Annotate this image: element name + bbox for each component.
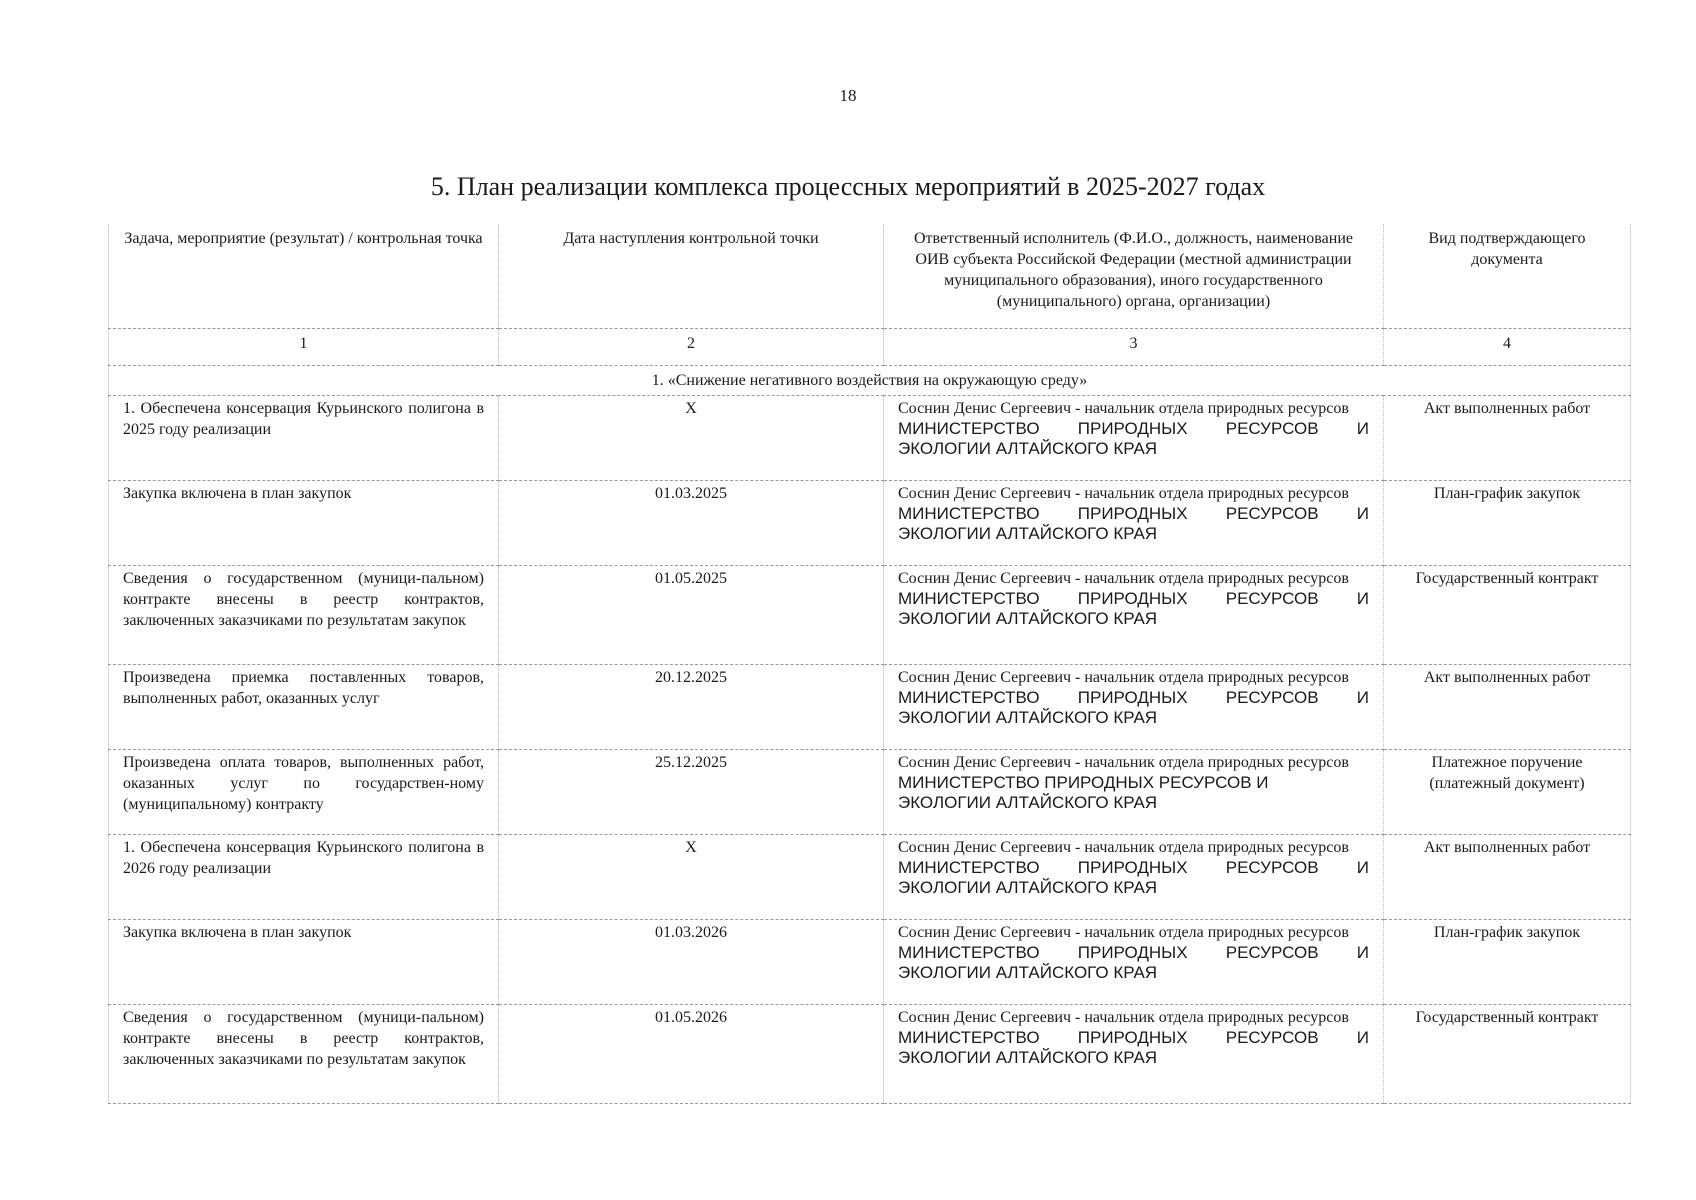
responsible-person: Соснин Денис Сергеевич - начальник отдела природных ресурсов: [898, 839, 1349, 856]
page-title: 5. План реализации комплекса процессных мероприятий в 2025-2027 годах: [430, 172, 1266, 201]
column-number-row: [109, 329, 1631, 366]
header-responsible: Ответственный исполнитель (Ф.И.О., должность, наименование ОИВ субъекта Российской Федерации (местной администрации муниципального образования), иного государственного (муниципального) органа, организации): [884, 224, 1384, 329]
organization-line-1: МИНИСТЕРСТВО ПРИРОДНЫХ РЕСУРСОВ И: [898, 1028, 1369, 1047]
date-cell: 25.12.2025: [499, 750, 884, 835]
column-number: 3: [884, 329, 1384, 366]
organization-line-1: МИНИСТЕРСТВО ПРИРОДНЫХ РЕСУРСОВ И: [898, 504, 1369, 523]
column-number: 1: [109, 329, 499, 366]
task-cell: 1. Обеспечена консервация Курьинского полигона в 2026 году реализации: [109, 835, 499, 920]
organization-line-1: МИНИСТЕРСТВО ПРИРОДНЫХ РЕСУРСОВ И: [898, 773, 1269, 792]
section-row: [109, 366, 1631, 396]
organization-name: [898, 773, 1369, 813]
organization-name: [898, 589, 1369, 629]
organization-line-2: ЭКОЛОГИИ АЛТАЙСКОГО КРАЯ: [898, 708, 1158, 727]
date-cell: 20.12.2025: [499, 665, 884, 750]
organization-line-1: МИНИСТЕРСТВО ПРИРОДНЫХ РЕСУРСОВ И: [898, 688, 1369, 707]
task-cell: Произведена приемка поставленных товаров, выполненных работ, оказанных услуг: [109, 665, 499, 750]
responsible-cell: [884, 396, 1384, 481]
table-row: [109, 835, 1631, 920]
organization-line-2: ЭКОЛОГИИ АЛТАЙСКОГО КРАЯ: [898, 793, 1158, 812]
date-cell: X: [499, 396, 884, 481]
responsible-person: Соснин Денис Сергеевич - начальник отдела природных ресурсов: [898, 754, 1349, 771]
task-cell: Закупка включена в план закупок: [109, 920, 499, 1005]
document-cell: Государственный контракт: [1384, 566, 1631, 665]
table-row: [109, 481, 1631, 566]
responsible-cell: [884, 835, 1384, 920]
organization-line-2: ЭКОЛОГИИ АЛТАЙСКОГО КРАЯ: [898, 963, 1158, 982]
document-cell: План-график закупок: [1384, 920, 1631, 1005]
header-task: Задача, мероприятие (результат) / контрольная точка: [109, 224, 499, 329]
responsible-cell: [884, 1005, 1384, 1104]
date-cell: X: [499, 835, 884, 920]
organization-line-1: МИНИСТЕРСТВО ПРИРОДНЫХ РЕСУРСОВ И: [898, 858, 1369, 877]
organization-name: [898, 858, 1369, 898]
organization-line-2: ЭКОЛОГИИ АЛТАЙСКОГО КРАЯ: [898, 439, 1158, 458]
plan-table: [108, 224, 1631, 1104]
responsible-person: Соснин Денис Сергеевич - начальник отдела природных ресурсов: [898, 400, 1349, 417]
organization-line-2: ЭКОЛОГИИ АЛТАЙСКОГО КРАЯ: [898, 878, 1158, 897]
organization-name: [898, 688, 1369, 728]
table-row: [109, 750, 1631, 835]
header-date: Дата наступления контрольной точки: [499, 224, 884, 329]
header-document: Вид подтверждающего документа: [1384, 224, 1631, 329]
section-title: 1. «Снижение негативного воздействия на окружающую среду»: [109, 366, 1631, 396]
document-cell: Платежное поручение (платежный документ): [1384, 750, 1631, 835]
responsible-person: Соснин Денис Сергеевич - начальник отдела природных ресурсов: [898, 669, 1349, 686]
responsible-cell: [884, 481, 1384, 566]
date-cell: 01.03.2025: [499, 481, 884, 566]
responsible-cell: [884, 920, 1384, 1005]
task-cell: Сведения о государственном (муници-пальном) контракте внесены в реестр контрактов, заключенных заказчиками по результатам закупок: [109, 1005, 499, 1104]
task-cell: Сведения о государственном (муници-пальном) контракте внесены в реестр контрактов, заключенных заказчиками по результатам закупок: [109, 566, 499, 665]
table-row: [109, 566, 1631, 665]
column-number: 4: [1384, 329, 1631, 366]
date-cell: 01.03.2026: [499, 920, 884, 1005]
responsible-cell: [884, 566, 1384, 665]
organization-line-2: ЭКОЛОГИИ АЛТАЙСКОГО КРАЯ: [898, 524, 1158, 543]
organization-line-2: ЭКОЛОГИИ АЛТАЙСКОГО КРАЯ: [898, 1048, 1158, 1067]
table-row: [109, 665, 1631, 750]
date-cell: 01.05.2026: [499, 1005, 884, 1104]
organization-name: [898, 943, 1369, 983]
document-cell: Акт выполненных работ: [1384, 835, 1631, 920]
responsible-person: Соснин Денис Сергеевич - начальник отдела природных ресурсов: [898, 924, 1349, 941]
responsible-cell: [884, 665, 1384, 750]
organization-line-2: ЭКОЛОГИИ АЛТАЙСКОГО КРАЯ: [898, 609, 1158, 628]
task-cell: 1. Обеспечена консервация Курьинского полигона в 2025 году реализации: [109, 396, 499, 481]
responsible-cell: [884, 750, 1384, 835]
organization-name: [898, 1028, 1369, 1068]
document-cell: Акт выполненных работ: [1384, 665, 1631, 750]
table-row: [109, 1005, 1631, 1104]
task-cell: Произведена оплата товаров, выполненных работ, оказанных услуг по государствен-ному (муниципальному) контракту: [109, 750, 499, 835]
column-number: 2: [499, 329, 884, 366]
responsible-person: Соснин Денис Сергеевич - начальник отдела природных ресурсов: [898, 485, 1349, 502]
document-cell: План-график закупок: [1384, 481, 1631, 566]
organization-line-1: МИНИСТЕРСТВО ПРИРОДНЫХ РЕСУРСОВ И: [898, 943, 1369, 962]
organization-name: [898, 504, 1369, 544]
responsible-person: Соснин Денис Сергеевич - начальник отдела природных ресурсов: [898, 570, 1349, 587]
date-cell: 01.05.2025: [499, 566, 884, 665]
organization-line-1: МИНИСТЕРСТВО ПРИРОДНЫХ РЕСУРСОВ И: [898, 589, 1369, 608]
organization-line-1: МИНИСТЕРСТВО ПРИРОДНЫХ РЕСУРСОВ И: [898, 419, 1369, 438]
task-cell: Закупка включена в план закупок: [109, 481, 499, 566]
table-header-row: [109, 224, 1631, 329]
table-row: [109, 920, 1631, 1005]
responsible-person: Соснин Денис Сергеевич - начальник отдела природных ресурсов: [898, 1009, 1349, 1026]
document-cell: Акт выполненных работ: [1384, 396, 1631, 481]
page-number: 18: [839, 86, 857, 105]
table-row: [109, 396, 1631, 481]
document-cell: Государственный контракт: [1384, 1005, 1631, 1104]
organization-name: [898, 419, 1369, 459]
